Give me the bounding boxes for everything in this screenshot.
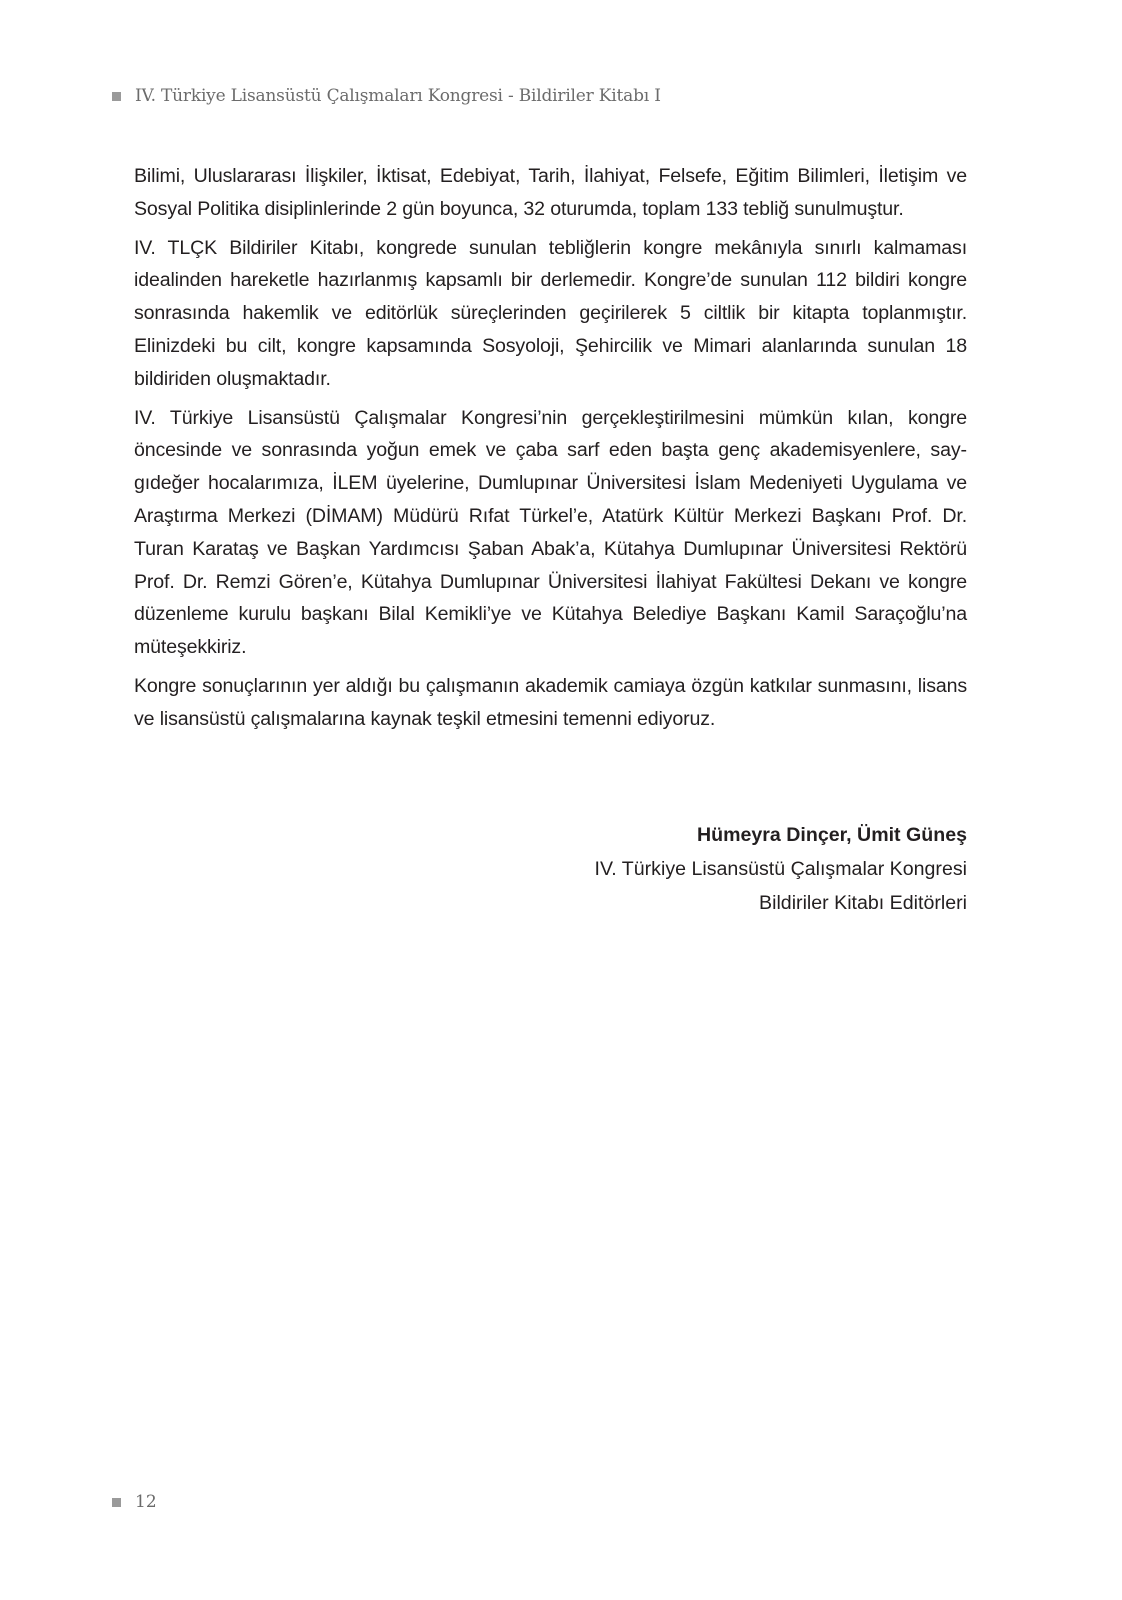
signature-line-congress: IV. Türkiye Lisansüstü Çalışmalar Kongresi	[594, 858, 967, 880]
paragraph: Bilimi, Uluslararası İlişkiler, İktisat, Edebiyat, Tarih, İlahiyat, Felsefe, Eğitim Bilimleri, İletişim ve Sosyal Politika disiplinlerinde 2 gün boyunca, 32 oturumda, toplam 133 tebliğ sunulmuştur.	[134, 165, 967, 220]
square-bullet-icon	[112, 1498, 121, 1507]
page-footer	[112, 1492, 157, 1512]
paragraph: Kongre sonuçlarının yer aldığı bu çalışmanın akademik camiaya özgün katkılar sunmasını, lisans ve lisansüstü çalışmalarına kaynak teşkil etmesini temenni ediyoruz.	[134, 674, 967, 730]
editor-names: Hümeyra Dinçer, Ümit Güneş	[696, 824, 967, 846]
paragraph: IV. TLÇK Bildiriler Kitabı, kongrede sunulan tebliğlerin kongre mekânıyla sınırlı kalmaması idealinden hareketle hazırlanmış kapsamlı bir derlemedir. Kongre’de sunulan 112 bildiri kongre sonrasında hakemlik ve editörlük süreçlerinden geçirilerek 5 ciltlik bir kitapta toplanmıştır. Elinizdeki bu cilt, kongre kapsamında Sosyoloji, Şehircilik ve Mimari alanlarında sunulan 18 bildiriden oluşmaktadır.	[134, 236, 967, 390]
body-text	[134, 160, 967, 742]
page-number: 12	[135, 1492, 157, 1512]
running-header	[112, 86, 661, 106]
signature-line-role: Bildiriler Kitabı Editörleri	[759, 892, 967, 914]
square-bullet-icon	[112, 92, 121, 101]
running-title: IV. Türkiye Lisansüstü Çalışmaları Kongresi - Bildiriler Kitabı I	[135, 86, 661, 106]
signature-block	[595, 818, 967, 920]
paragraph: IV. Türkiye Lisansüstü Çalışmalar Kongresi’nin gerçekleştirilmesini mümkün kılan, kongre öncesinde ve sonrasında yoğun emek ve çaba sarf eden başta genç akademisyenlere, saygıdeğer hocalarımıza, İLEM üyelerine, Dumlupınar Üniversitesi İslam Medeniyeti Uygulama ve Araştırma Merkezi (DİMAM) Müdürü Rıfat Türkel’e, Atatürk Kültür Merkezi Başkanı Prof. Dr. Turan Karataş ve Başkan Yardımcısı Şaban Abak’a, Kütahya Dumlupınar Üniversitesi Rektörü Prof. Dr. Remzi Gören’e, Kütahya Dumlupınar Üniversitesi İlahiyat Fakültesi Dekanı ve kongre düzenleme kurulu başkanı Bilal Kemikli’ye ve Kütahya Belediye Başkanı Kamil Saraçoğlu’na müteşekkiriz.	[134, 406, 967, 659]
